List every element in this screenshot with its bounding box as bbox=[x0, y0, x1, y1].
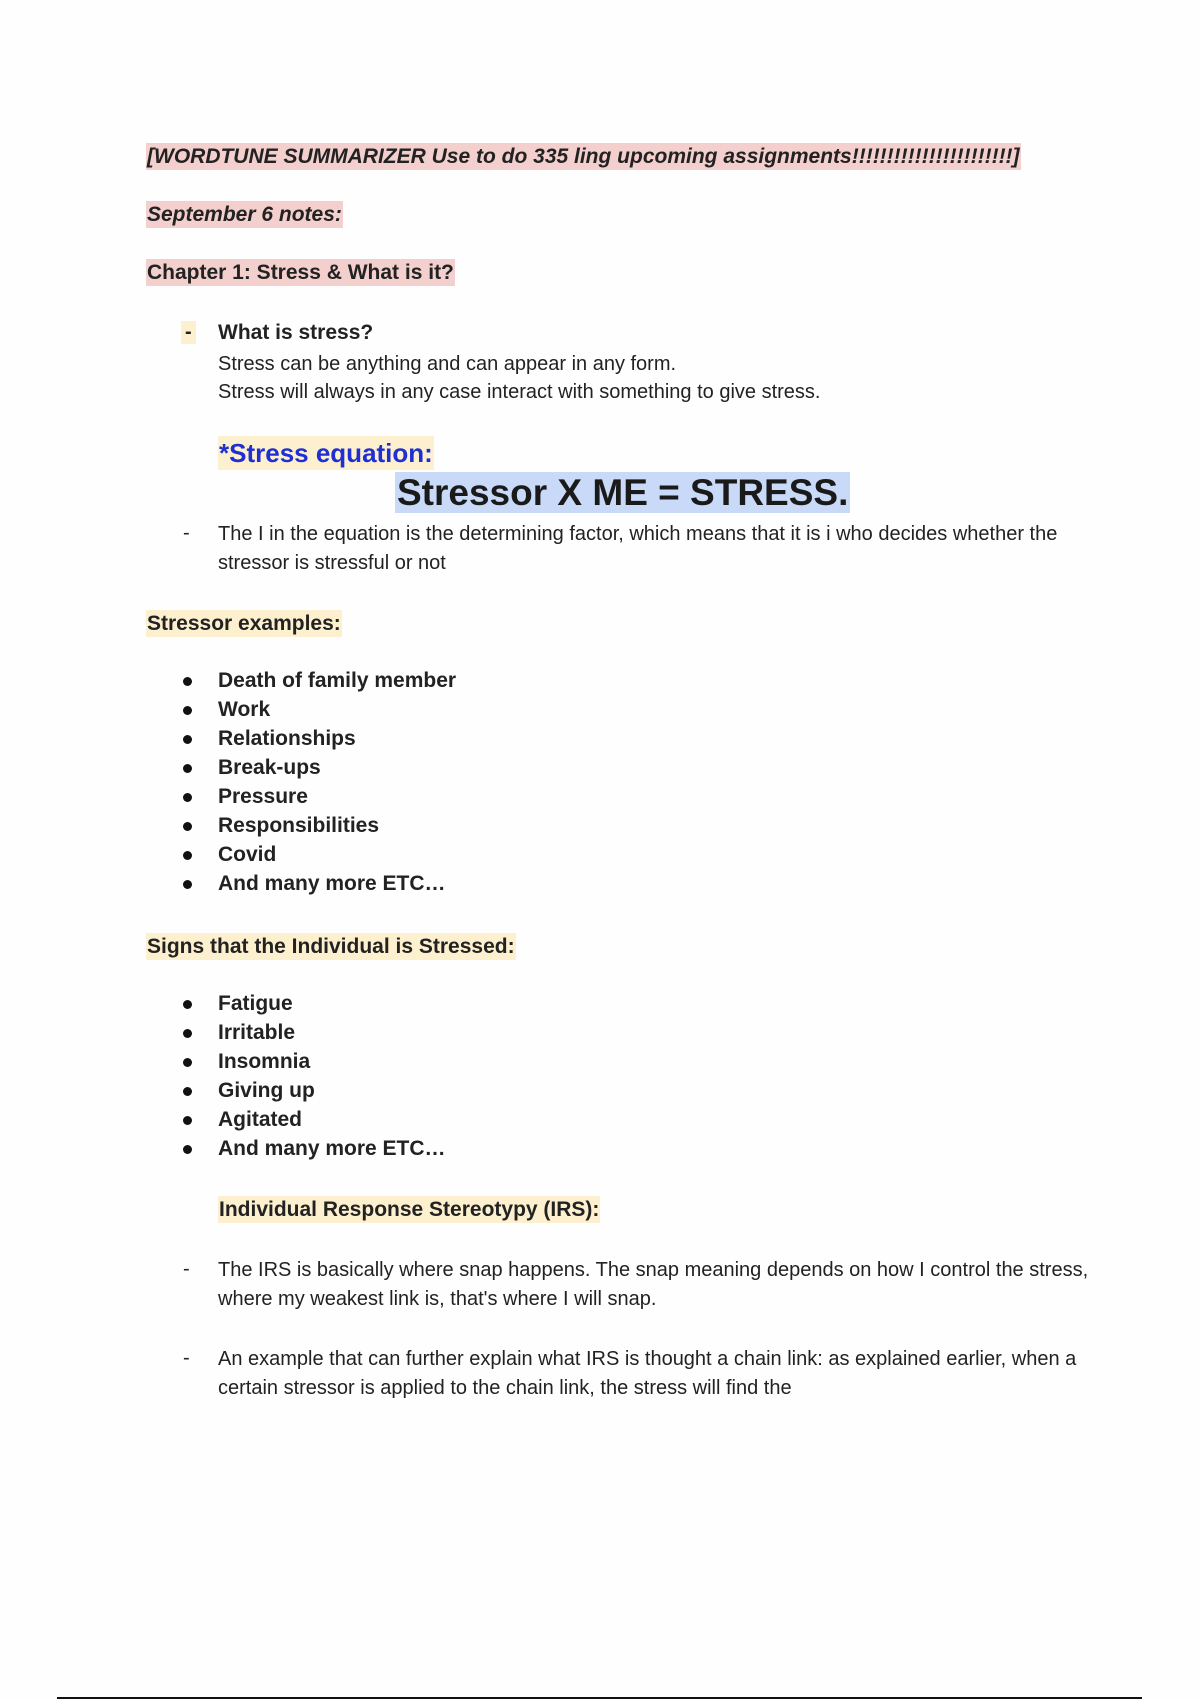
irs-paragraph: An example that can further explain what IRS is thought a chain link: as explained earlier, when a certain stressor is applied to the chain link, the stress will find the bbox=[218, 1348, 1077, 1399]
list-dash: - bbox=[183, 522, 190, 544]
list-dash: - bbox=[181, 321, 196, 344]
chapter-title bbox=[146, 261, 455, 285]
body-line: Stress can be anything and can appear in any form. bbox=[218, 353, 677, 375]
stress-equation-text: Stressor X ME = STRESS. bbox=[397, 472, 849, 513]
list-item-text: Irritable bbox=[218, 1021, 296, 1044]
list-item-text: Agitated bbox=[218, 1108, 302, 1131]
irs-heading bbox=[218, 1198, 600, 1222]
list-dash: - bbox=[183, 1347, 190, 1369]
list-item bbox=[180, 724, 456, 753]
bullet-icon bbox=[183, 1145, 192, 1154]
list-item-text: Fatigue bbox=[218, 992, 293, 1015]
chapter-title-text: Chapter 1: Stress & What is it? bbox=[147, 261, 454, 284]
list-item bbox=[180, 782, 456, 811]
banner-note bbox=[146, 145, 1021, 169]
bullet-icon bbox=[183, 764, 192, 773]
irs-heading-text: Individual Response Stereotypy (IRS): bbox=[219, 1198, 600, 1221]
bullet-icon bbox=[183, 1058, 192, 1067]
bullet-icon bbox=[183, 706, 192, 715]
date-heading bbox=[146, 203, 343, 227]
bullet-icon bbox=[183, 793, 192, 802]
bullet-icon bbox=[183, 677, 192, 686]
list-item bbox=[180, 666, 456, 695]
list-dash: - bbox=[183, 1258, 190, 1280]
stressor-examples-list bbox=[180, 666, 456, 898]
list-item-text: Break-ups bbox=[218, 756, 321, 779]
bullet-icon bbox=[183, 1000, 192, 1009]
list-item bbox=[180, 811, 456, 840]
equation-label bbox=[218, 438, 434, 469]
date-heading-text: September 6 notes: bbox=[147, 203, 342, 226]
list-item-text: Responsibilities bbox=[218, 814, 380, 837]
page-bottom-rule bbox=[57, 1697, 1142, 1699]
list-item bbox=[180, 1134, 446, 1163]
equation-label-text: *Stress equation: bbox=[219, 438, 433, 468]
list-item-text: And many more ETC… bbox=[218, 1137, 446, 1160]
bullet-icon bbox=[183, 822, 192, 831]
bullet-icon bbox=[183, 735, 192, 744]
signs-heading-text: Signs that the Individual is Stressed: bbox=[147, 935, 515, 958]
signs-list bbox=[180, 989, 446, 1163]
list-item bbox=[180, 869, 456, 898]
question-heading: What is stress? bbox=[218, 321, 374, 344]
bullet-icon bbox=[183, 1116, 192, 1125]
list-item-text: Giving up bbox=[218, 1079, 315, 1102]
list-item-text: Death of family member bbox=[218, 669, 457, 692]
list-item bbox=[180, 695, 456, 724]
equation-description: The I in the equation is the determining factor, which means that it is i who decides whether the stressor is stressful or not bbox=[218, 523, 1058, 574]
list-item bbox=[180, 753, 456, 782]
bullet-icon bbox=[183, 851, 192, 860]
list-item bbox=[180, 1018, 446, 1047]
bullet-icon bbox=[183, 1029, 192, 1038]
list-item bbox=[180, 1105, 446, 1134]
irs-paragraph: The IRS is basically where snap happens. The snap meaning depends on how I control the stress, where my weakest link is, that's where I will snap. bbox=[218, 1259, 1089, 1310]
stressor-examples-heading bbox=[146, 612, 342, 636]
list-item bbox=[180, 1047, 446, 1076]
signs-heading bbox=[146, 935, 516, 959]
bullet-icon bbox=[183, 1087, 192, 1096]
banner-text: [WORDTUNE SUMMARIZER Use to do 335 ling upcoming assignments!!!!!!!!!!!!!!!!!!!!!!!] bbox=[147, 145, 1020, 168]
list-item bbox=[180, 840, 456, 869]
list-item bbox=[180, 1076, 446, 1105]
stress-equation bbox=[395, 472, 850, 514]
stressor-examples-heading-text: Stressor examples: bbox=[147, 612, 341, 635]
bullet-icon bbox=[183, 880, 192, 889]
list-item-text: Pressure bbox=[218, 785, 308, 808]
list-item-text: Insomnia bbox=[218, 1050, 311, 1073]
body-line: Stress will always in any case interact with something to give stress. bbox=[218, 381, 821, 403]
list-item-text: And many more ETC… bbox=[218, 872, 446, 895]
list-item bbox=[180, 989, 446, 1018]
list-item-text: Work bbox=[218, 698, 271, 721]
list-item-text: Relationships bbox=[218, 727, 356, 750]
list-item-text: Covid bbox=[218, 843, 277, 866]
